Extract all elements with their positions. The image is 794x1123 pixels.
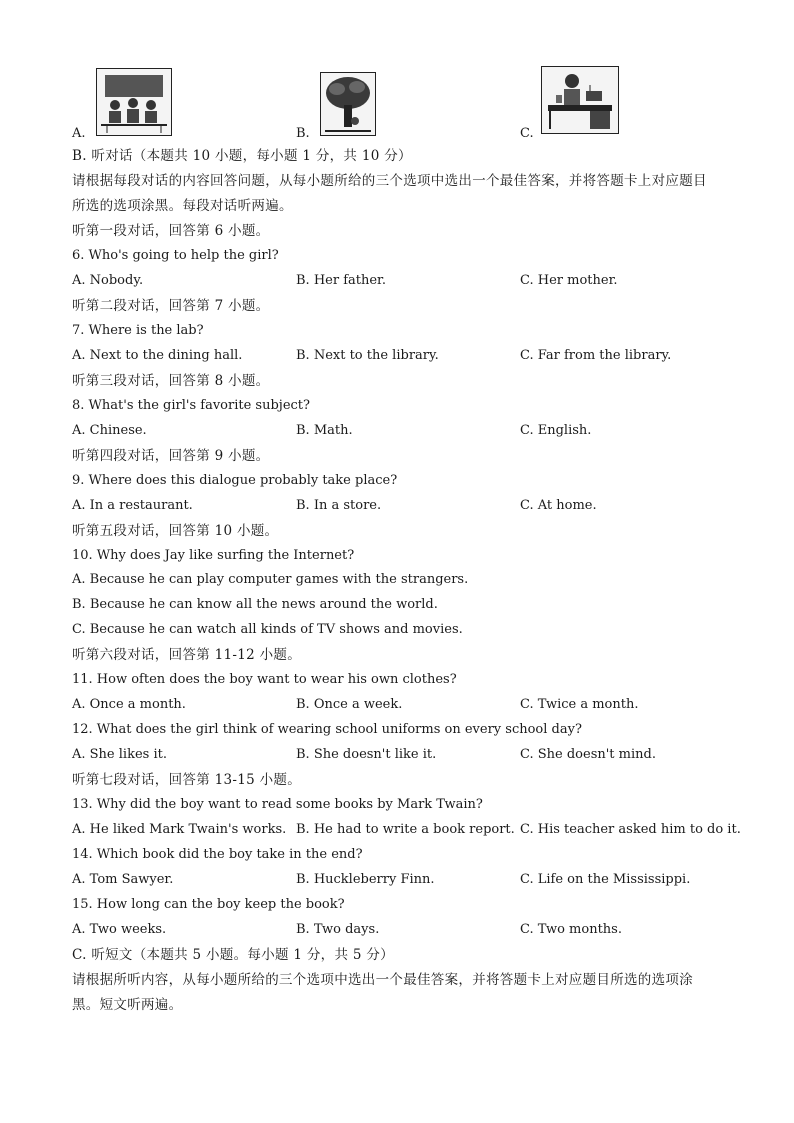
- option-a: A. Next to the dining hall.: [72, 348, 243, 363]
- option-b: B. She doesn't like it.: [296, 747, 437, 762]
- question-text: 14. Which book did the boy take in the end?: [72, 847, 363, 862]
- option-a: A. Nobody.: [72, 273, 144, 288]
- option-c: C. Twice a month.: [520, 697, 639, 712]
- option-b: B. Math.: [296, 423, 353, 438]
- section-c-instruction-cont: 黑。短文听两遍。: [72, 997, 183, 1013]
- question-text: 8. What's the girl's favorite subject?: [72, 398, 310, 413]
- option-c: C. English.: [520, 423, 592, 438]
- question-text: 9. Where does this dialogue probably take place?: [72, 473, 398, 488]
- option-c: C. Life on the Mississippi.: [520, 872, 691, 887]
- option-a: A. Chinese.: [72, 423, 147, 438]
- option-a: A. Because he can play computer games with the strangers.: [72, 572, 469, 587]
- option-a: A. Two weeks.: [72, 922, 167, 937]
- dialog-header: 听第六段对话，回答第 11-12 小题。: [72, 647, 301, 663]
- option-a: A. She likes it.: [72, 747, 167, 762]
- question-text: 13. Why did the boy want to read some books by Mark Twain?: [72, 797, 483, 812]
- section-c-title: C. 听短文（本题共 5 小题。每小题 1 分，共 5 分）: [72, 947, 394, 963]
- option-c: C. Far from the library.: [520, 348, 672, 363]
- section-b-title: B. 听对话（本题共 10 小题，每小题 1 分，共 10 分）: [72, 148, 412, 164]
- section-b-instruction: 请根据每段对话的内容回答问题，从每小题所给的三个选项中选出一个最佳答案，并将答题卡上对应题目: [72, 173, 707, 189]
- option-b: B. Once a week.: [296, 697, 403, 712]
- option-b: B. Her father.: [296, 273, 386, 288]
- dialog-header: 听第三段对话，回答第 8 小题。: [72, 373, 270, 389]
- question-text: 11. How often does the boy want to wear his own clothes?: [72, 672, 457, 687]
- question-text: 10. Why does Jay like surfing the Internet?: [72, 548, 355, 563]
- dialog-header: 听第二段对话，回答第 7 小题。: [72, 298, 270, 314]
- section-b-instruction-cont: 所选的选项涂黑。每段对话听两遍。: [72, 198, 293, 214]
- option-c: C. She doesn't mind.: [520, 747, 656, 762]
- option-b: B. Two days.: [296, 922, 380, 937]
- option-b: B. In a store.: [296, 498, 382, 513]
- section-c-instruction: 请根据所听内容，从每小题所给的三个选项中选出一个最佳答案，并将答题卡上对应题目所选的选项涂: [72, 972, 693, 988]
- option-b: B. Huckleberry Finn.: [296, 872, 435, 887]
- option-c: C. Her mother.: [520, 273, 618, 288]
- dialog-header: 听第一段对话，回答第 6 小题。: [72, 223, 270, 239]
- office-desk-icon: [541, 66, 619, 134]
- dialog-header: 听第七段对话，回答第 13-15 小题。: [72, 772, 301, 788]
- tree-icon: [320, 72, 376, 136]
- question-text: 15. How long can the boy keep the book?: [72, 897, 345, 912]
- question-text: 7. Where is the lab?: [72, 323, 204, 338]
- option-a: A. In a restaurant.: [72, 498, 193, 513]
- question-text: 6. Who's going to help the girl?: [72, 248, 279, 263]
- option-b: B. Next to the library.: [296, 348, 439, 363]
- option-c: C. Because he can watch all kinds of TV shows and movies.: [72, 622, 463, 637]
- option-c: C. His teacher asked him to do it.: [520, 822, 741, 837]
- option-a: A. Tom Sawyer.: [72, 872, 174, 887]
- question-text: 12. What does the girl think of wearing school uniforms on every school day?: [72, 722, 582, 737]
- option-a: A. He liked Mark Twain's works.: [72, 822, 287, 837]
- option-b: B. He had to write a book report.: [296, 822, 515, 837]
- classroom-icon: [96, 68, 172, 136]
- image-options-row: A. B. C.: [0, 66, 794, 142]
- dialog-header: 听第五段对话，回答第 10 小题。: [72, 523, 279, 539]
- option-c: C. At home.: [520, 498, 597, 513]
- dialog-header: 听第四段对话，回答第 9 小题。: [72, 448, 270, 464]
- option-c: C. Two months.: [520, 922, 622, 937]
- option-b: B. Because he can know all the news around the world.: [72, 597, 438, 612]
- option-a: A. Once a month.: [72, 697, 186, 712]
